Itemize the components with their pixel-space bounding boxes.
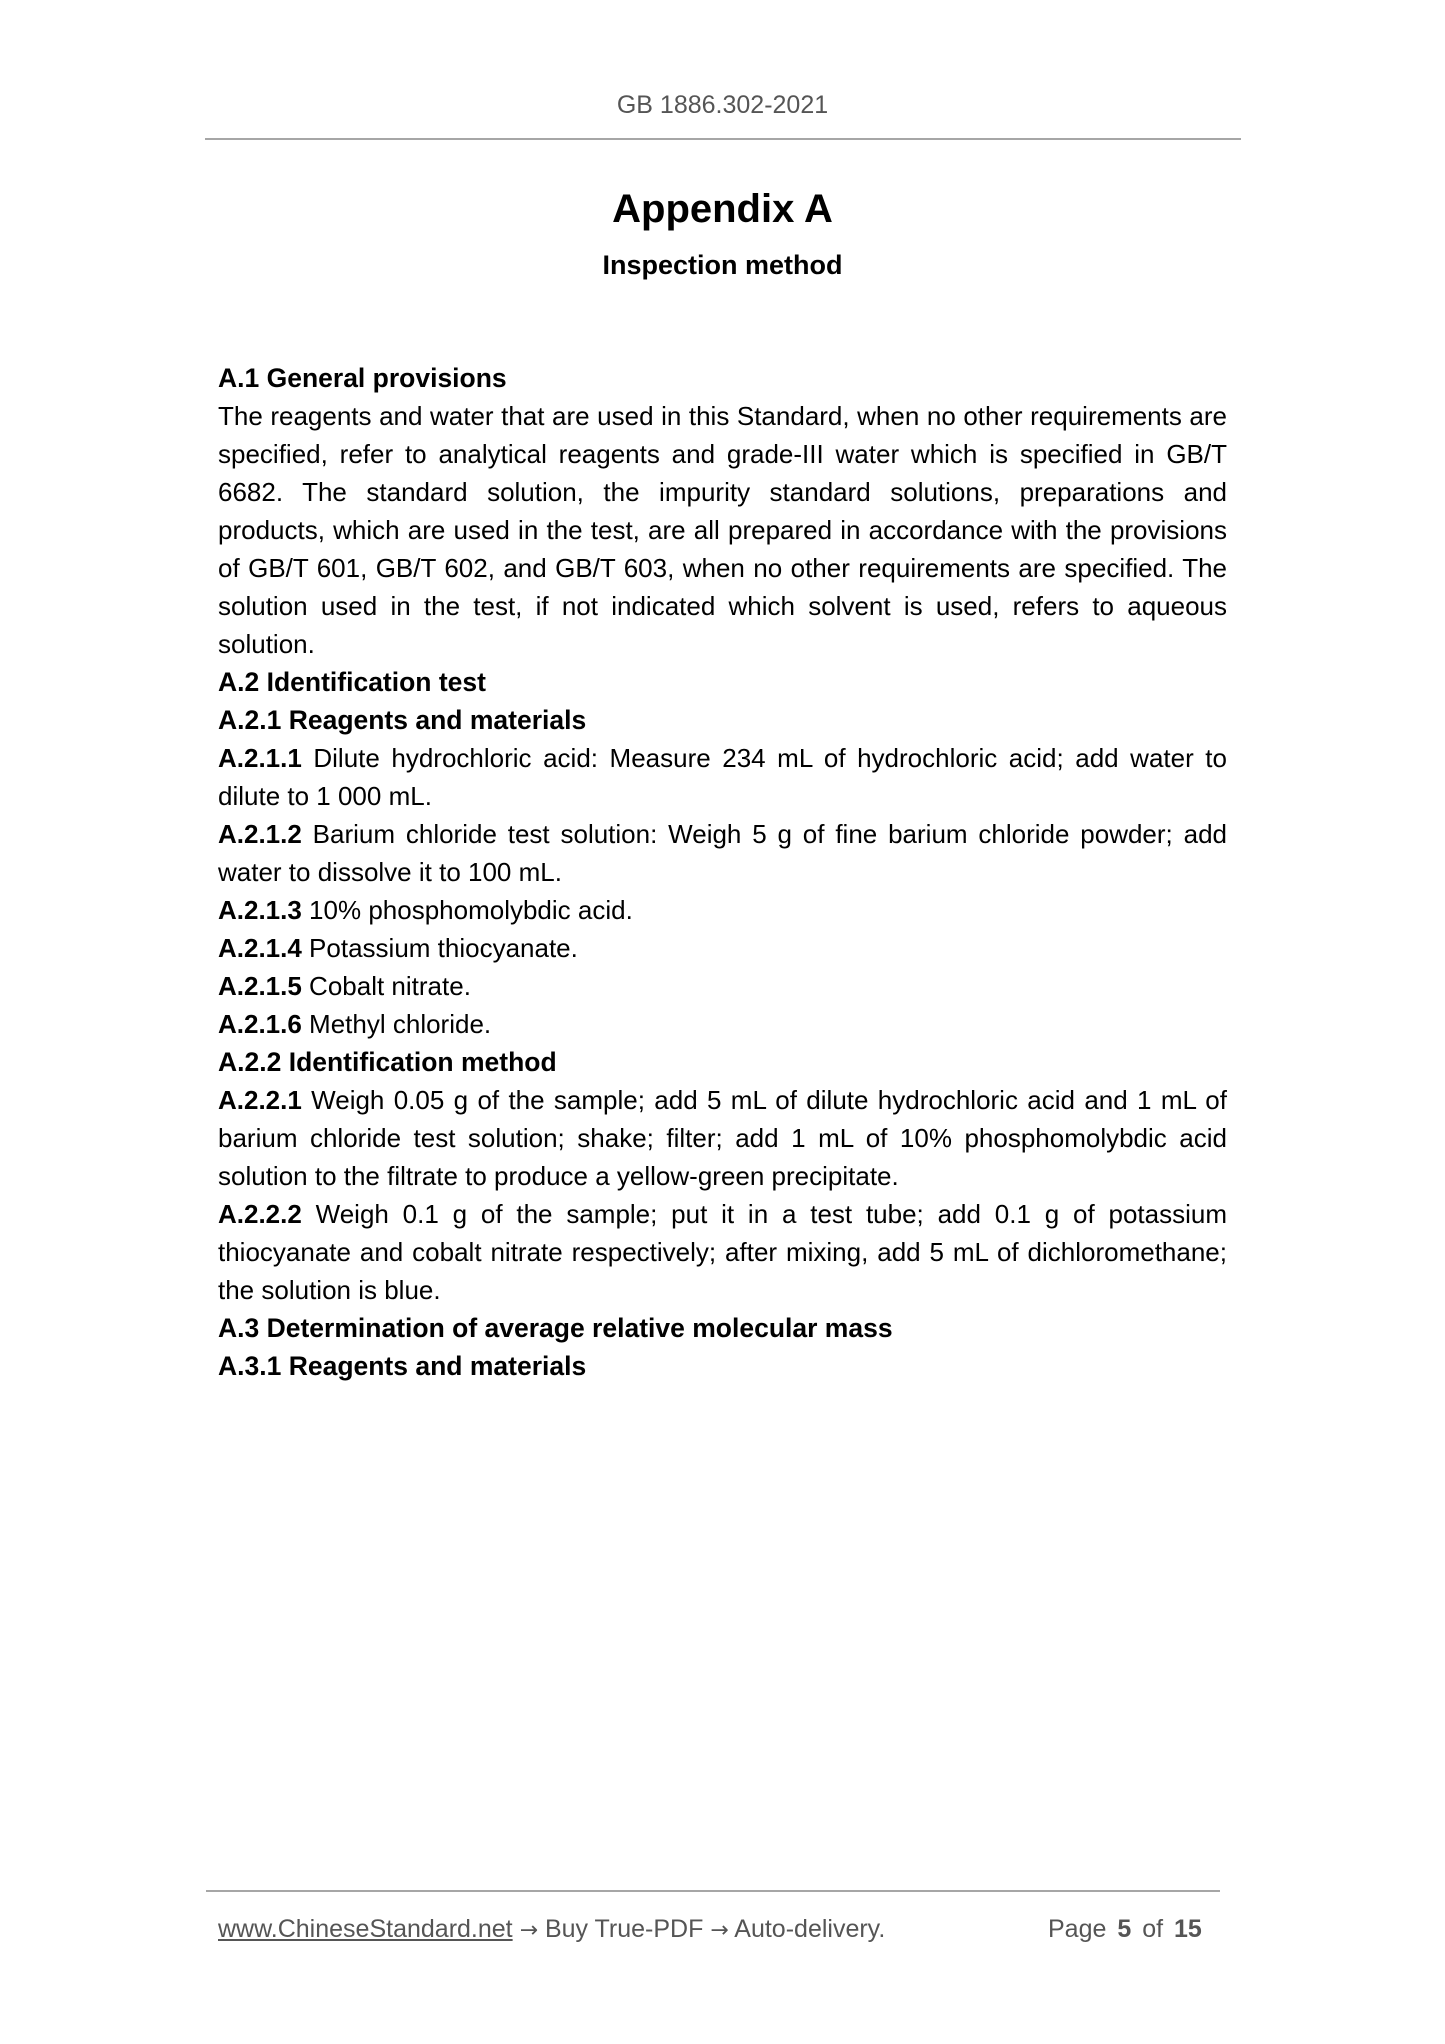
page-total: 15: [1174, 1915, 1202, 1943]
clause-text: 10% phosphomolybdic acid.: [301, 895, 633, 925]
clause-a2-1-1: [218, 739, 1227, 815]
clause-number: A.2.1.5: [218, 971, 302, 1001]
clause-text: Potassium thiocyanate.: [301, 933, 578, 963]
clause-a2-2-2: [218, 1195, 1227, 1309]
clause-a2-1-3: [218, 891, 1227, 929]
clause-a2-1-6: [218, 1005, 1227, 1043]
clause-a2-2-1: [218, 1081, 1227, 1195]
section-heading-a3: A.3 Determination of average relative molecular mass: [218, 1313, 893, 1343]
clause-text: Cobalt nitrate.: [301, 971, 471, 1001]
document-body: [218, 359, 1227, 1385]
clause-number: A.2.1.2: [218, 819, 302, 849]
clause-number: A.2.1.3: [218, 895, 302, 925]
delivery-text: Auto-delivery.: [728, 1915, 886, 1943]
clause-text: Weigh 0.05 g of the sample; add 5 mL of dilute hydrochloric acid and 1 mL of barium chloride test solution; shake; filter; add 1 mL of 10% phosphomolybdic acid solution to the filtrate to produce a yellow-green precipitate.: [218, 1085, 1227, 1191]
appendix-subtitle: Inspection method: [602, 250, 843, 280]
clause-a2-1-4: [218, 929, 1227, 967]
clause-a2-1-2: [218, 815, 1227, 891]
footer-divider: [206, 1890, 1220, 1892]
page-current: 5: [1117, 1915, 1132, 1943]
clause-text: Weigh 0.1 g of the sample; put it in a test tube; add 0.1 g of potassium thiocyanate and cobalt nitrate respectively; after mixing, add 5 mL of dichloromethane; the solution is blue.: [218, 1199, 1227, 1305]
footer-promo: [218, 1912, 885, 1948]
page-label: Page: [1048, 1915, 1107, 1943]
website-link[interactable]: www.ChineseStandard.net: [218, 1915, 513, 1943]
page-indicator: [1048, 1912, 1202, 1946]
clause-number: A.2.1.1: [218, 743, 302, 773]
header-divider: [205, 138, 1241, 140]
clause-number: A.2.2.2: [218, 1199, 302, 1229]
section-heading-a2: A.2 Identification test: [218, 667, 486, 697]
page-of: of: [1142, 1915, 1164, 1943]
appendix-title: Appendix A: [612, 187, 833, 231]
clause-text: Dilute hydrochloric acid: Measure 234 mL of hydrochloric acid; add water to dilute to 1 000 mL.: [218, 743, 1227, 811]
section-heading-a1: A.1 General provisions: [218, 363, 507, 393]
clause-text: Methyl chloride.: [301, 1009, 492, 1039]
arrow-right-icon: →: [519, 1918, 539, 1943]
paragraph-general-provisions: The reagents and water that are used in this Standard, when no other requirements are specified, refer to analytical reagents and grade-III water which is specified in GB/T 6682. The standard solution, the impurity standard solutions, preparations and products, which are used in the test, are all prepared in accordance with the provisions of GB/T 601, GB/T 602, and GB/T 603, when no other requirements are specified. The solution used in the test, if not indicated which solvent is used, refers to aqueous solution.: [218, 401, 1227, 659]
clause-a2-1-5: [218, 967, 1227, 1005]
clause-text: Barium chloride test solution: Weigh 5 g of fine barium chloride powder; add water to dissolve it to 100 mL.: [218, 819, 1227, 887]
clause-number: A.2.1.4: [218, 933, 302, 963]
subsection-heading-a2-2: A.2.2 Identification method: [218, 1047, 557, 1077]
running-header: GB 1886.302-2021: [616, 91, 829, 119]
arrow-right-icon: →: [710, 1918, 729, 1943]
clause-number: A.2.1.6: [218, 1009, 302, 1039]
subsection-heading-a3-1: A.3.1 Reagents and materials: [218, 1351, 587, 1381]
clause-number: A.2.2.1: [218, 1085, 302, 1115]
subsection-heading-a2-1: A.2.1 Reagents and materials: [218, 705, 587, 735]
buy-text: Buy True-PDF: [538, 1915, 711, 1943]
